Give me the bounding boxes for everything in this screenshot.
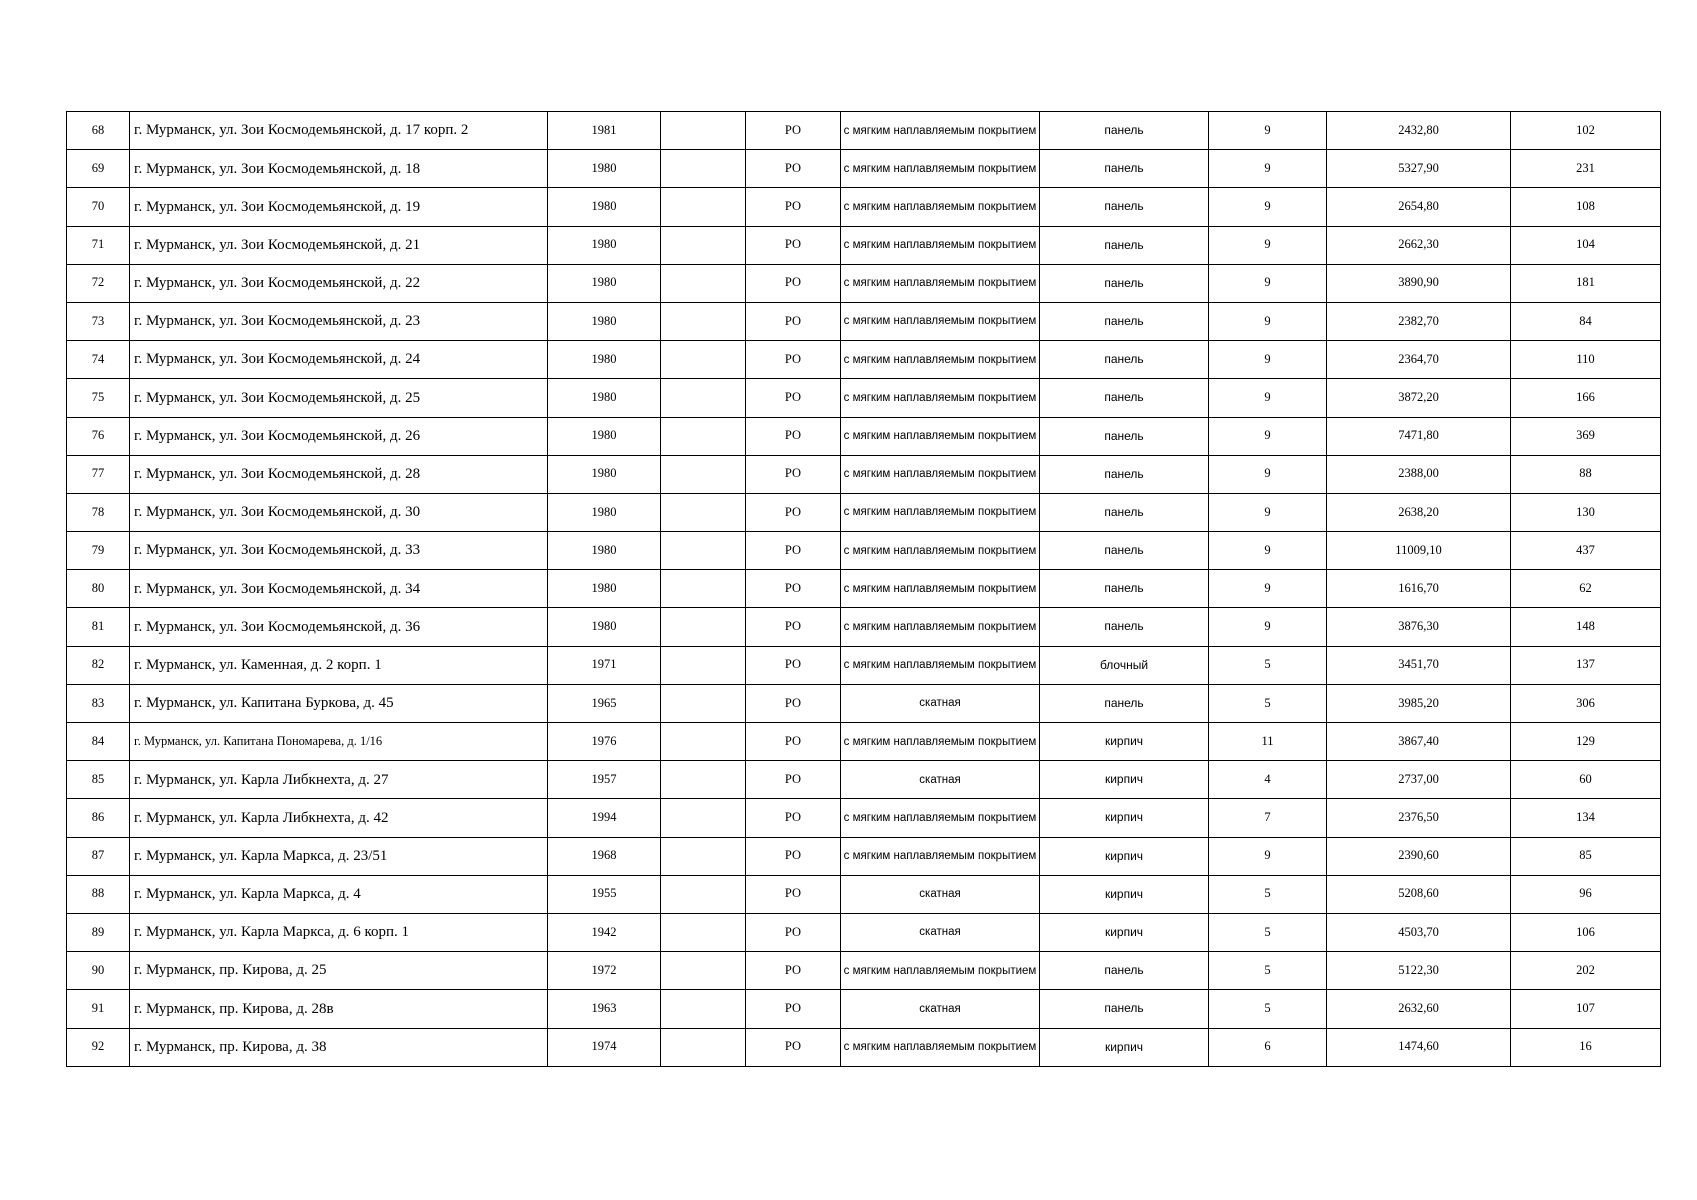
residents-cell: 85 (1511, 837, 1661, 875)
floors-cell: 9 (1209, 570, 1327, 608)
address-cell: г. Мурманск, ул. Зои Космодемьянской, д. 25 (130, 379, 548, 417)
area-cell: 1616,70 (1327, 570, 1511, 608)
table-row (67, 799, 1661, 837)
row-number-cell: 79 (67, 532, 130, 570)
table-row (67, 646, 1661, 684)
wall-material-cell: панель (1040, 226, 1209, 264)
empty-cell (661, 723, 746, 761)
area-cell: 11009,10 (1327, 532, 1511, 570)
empty-cell (661, 264, 746, 302)
area-cell: 2388,00 (1327, 455, 1511, 493)
build-year-cell: 1980 (548, 493, 661, 531)
roof-type-cell: скатная (841, 875, 1040, 913)
table-row (67, 379, 1661, 417)
residents-cell: 202 (1511, 952, 1661, 990)
area-cell: 5208,60 (1327, 875, 1511, 913)
row-number-cell: 74 (67, 341, 130, 379)
table-row (67, 264, 1661, 302)
floors-cell: 5 (1209, 875, 1327, 913)
build-year-cell: 1980 (548, 341, 661, 379)
wall-material-cell: блочный (1040, 646, 1209, 684)
owner-cell: РО (746, 379, 841, 417)
row-number-cell: 90 (67, 952, 130, 990)
owner-cell: РО (746, 990, 841, 1028)
floors-cell: 9 (1209, 341, 1327, 379)
owner-cell: РО (746, 532, 841, 570)
row-number-cell: 83 (67, 684, 130, 722)
roof-type-cell: с мягким наплавляемым покрытием (841, 188, 1040, 226)
wall-material-cell: панель (1040, 952, 1209, 990)
owner-cell: РО (746, 150, 841, 188)
empty-cell (661, 302, 746, 340)
table-row (67, 952, 1661, 990)
roof-type-cell: с мягким наплавляемым покрытием (841, 532, 1040, 570)
build-year-cell: 1980 (548, 264, 661, 302)
floors-cell: 9 (1209, 417, 1327, 455)
owner-cell: РО (746, 226, 841, 264)
empty-cell (661, 990, 746, 1028)
floors-cell: 9 (1209, 226, 1327, 264)
wall-material-cell: панель (1040, 570, 1209, 608)
build-year-cell: 1955 (548, 875, 661, 913)
owner-cell: РО (746, 188, 841, 226)
residents-cell: 88 (1511, 455, 1661, 493)
address-cell: г. Мурманск, пр. Кирова, д. 25 (130, 952, 548, 990)
area-cell: 2364,70 (1327, 341, 1511, 379)
residents-cell: 130 (1511, 493, 1661, 531)
address-cell: г. Мурманск, ул. Зои Космодемьянской, д. 19 (130, 188, 548, 226)
roof-type-cell: скатная (841, 990, 1040, 1028)
empty-cell (661, 493, 746, 531)
area-cell: 2737,00 (1327, 761, 1511, 799)
address-cell: г. Мурманск, ул. Зои Космодемьянской, д. 17 корп. 2 (130, 112, 548, 150)
table-row (67, 837, 1661, 875)
floors-cell: 9 (1209, 837, 1327, 875)
floors-cell: 9 (1209, 150, 1327, 188)
wall-material-cell: панель (1040, 150, 1209, 188)
wall-material-cell: панель (1040, 493, 1209, 531)
owner-cell: РО (746, 493, 841, 531)
address-cell: г. Мурманск, ул. Зои Космодемьянской, д. 30 (130, 493, 548, 531)
address-cell: г. Мурманск, ул. Зои Космодемьянской, д. 24 (130, 341, 548, 379)
owner-cell: РО (746, 646, 841, 684)
residents-cell: 306 (1511, 684, 1661, 722)
empty-cell (661, 570, 746, 608)
table-row (67, 608, 1661, 646)
area-cell: 1474,60 (1327, 1028, 1511, 1066)
build-year-cell: 1963 (548, 990, 661, 1028)
area-cell: 3451,70 (1327, 646, 1511, 684)
roof-type-cell: с мягким наплавляемым покрытием (841, 264, 1040, 302)
floors-cell: 5 (1209, 646, 1327, 684)
build-year-cell: 1980 (548, 188, 661, 226)
roof-type-cell: с мягким наплавляемым покрытием (841, 723, 1040, 761)
table-row (67, 455, 1661, 493)
row-number-cell: 81 (67, 608, 130, 646)
area-cell: 3985,20 (1327, 684, 1511, 722)
build-year-cell: 1965 (548, 684, 661, 722)
residents-cell: 104 (1511, 226, 1661, 264)
wall-material-cell: панель (1040, 341, 1209, 379)
table-row (67, 112, 1661, 150)
table-row (67, 570, 1661, 608)
wall-material-cell: панель (1040, 302, 1209, 340)
build-year-cell: 1980 (548, 226, 661, 264)
roof-type-cell: с мягким наплавляемым покрытием (841, 226, 1040, 264)
owner-cell: РО (746, 341, 841, 379)
row-number-cell: 76 (67, 417, 130, 455)
roof-type-cell: с мягким наплавляемым покрытием (841, 112, 1040, 150)
empty-cell (661, 913, 746, 951)
wall-material-cell: кирпич (1040, 837, 1209, 875)
residents-cell: 137 (1511, 646, 1661, 684)
floors-cell: 6 (1209, 1028, 1327, 1066)
wall-material-cell: кирпич (1040, 799, 1209, 837)
owner-cell: РО (746, 570, 841, 608)
wall-material-cell: кирпич (1040, 875, 1209, 913)
roof-type-cell: с мягким наплавляемым покрытием (841, 493, 1040, 531)
row-number-cell: 88 (67, 875, 130, 913)
build-year-cell: 1974 (548, 1028, 661, 1066)
roof-type-cell: с мягким наплавляемым покрытием (841, 799, 1040, 837)
residents-cell: 102 (1511, 112, 1661, 150)
build-year-cell: 1980 (548, 532, 661, 570)
row-number-cell: 92 (67, 1028, 130, 1066)
wall-material-cell: панель (1040, 264, 1209, 302)
floors-cell: 5 (1209, 684, 1327, 722)
wall-material-cell: панель (1040, 684, 1209, 722)
table-row (67, 341, 1661, 379)
empty-cell (661, 379, 746, 417)
empty-cell (661, 952, 746, 990)
area-cell: 3867,40 (1327, 723, 1511, 761)
row-number-cell: 70 (67, 188, 130, 226)
roof-type-cell: с мягким наплавляемым покрытием (841, 646, 1040, 684)
floors-cell: 9 (1209, 112, 1327, 150)
row-number-cell: 71 (67, 226, 130, 264)
residents-cell: 106 (1511, 913, 1661, 951)
residents-cell: 148 (1511, 608, 1661, 646)
build-year-cell: 1980 (548, 570, 661, 608)
owner-cell: РО (746, 952, 841, 990)
roof-type-cell: с мягким наплавляемым покрытием (841, 150, 1040, 188)
area-cell: 2390,60 (1327, 837, 1511, 875)
row-number-cell: 91 (67, 990, 130, 1028)
build-year-cell: 1968 (548, 837, 661, 875)
wall-material-cell: панель (1040, 532, 1209, 570)
owner-cell: РО (746, 684, 841, 722)
row-number-cell: 84 (67, 723, 130, 761)
housing-table (66, 111, 1661, 1067)
wall-material-cell: панель (1040, 379, 1209, 417)
table-row (67, 188, 1661, 226)
area-cell: 3876,30 (1327, 608, 1511, 646)
build-year-cell: 1981 (548, 112, 661, 150)
roof-type-cell: с мягким наплавляемым покрытием (841, 608, 1040, 646)
address-cell: г. Мурманск, пр. Кирова, д. 38 (130, 1028, 548, 1066)
address-cell: г. Мурманск, ул. Капитана Пономарева, д. 1/16 (130, 723, 548, 761)
wall-material-cell: кирпич (1040, 913, 1209, 951)
roof-type-cell: с мягким наплавляемым покрытием (841, 379, 1040, 417)
floors-cell: 9 (1209, 264, 1327, 302)
owner-cell: РО (746, 264, 841, 302)
table-row (67, 913, 1661, 951)
area-cell: 4503,70 (1327, 913, 1511, 951)
address-cell: г. Мурманск, ул. Карла Маркса, д. 4 (130, 875, 548, 913)
residents-cell: 107 (1511, 990, 1661, 1028)
area-cell: 2432,80 (1327, 112, 1511, 150)
row-number-cell: 85 (67, 761, 130, 799)
row-number-cell: 75 (67, 379, 130, 417)
wall-material-cell: кирпич (1040, 761, 1209, 799)
empty-cell (661, 646, 746, 684)
build-year-cell: 1957 (548, 761, 661, 799)
table-row (67, 723, 1661, 761)
address-cell: г. Мурманск, ул. Зои Космодемьянской, д. 18 (130, 150, 548, 188)
area-cell: 2662,30 (1327, 226, 1511, 264)
empty-cell (661, 608, 746, 646)
floors-cell: 5 (1209, 952, 1327, 990)
floors-cell: 9 (1209, 188, 1327, 226)
address-cell: г. Мурманск, ул. Зои Космодемьянской, д. 23 (130, 302, 548, 340)
residents-cell: 110 (1511, 341, 1661, 379)
area-cell: 2382,70 (1327, 302, 1511, 340)
housing-table-body (67, 112, 1661, 1067)
area-cell: 5122,30 (1327, 952, 1511, 990)
residents-cell: 437 (1511, 532, 1661, 570)
residents-cell: 96 (1511, 875, 1661, 913)
empty-cell (661, 761, 746, 799)
row-number-cell: 89 (67, 913, 130, 951)
floors-cell: 7 (1209, 799, 1327, 837)
address-cell: г. Мурманск, ул. Зои Космодемьянской, д. 21 (130, 226, 548, 264)
floors-cell: 4 (1209, 761, 1327, 799)
roof-type-cell: с мягким наплавляемым покрытием (841, 455, 1040, 493)
area-cell: 2632,60 (1327, 990, 1511, 1028)
residents-cell: 60 (1511, 761, 1661, 799)
owner-cell: РО (746, 837, 841, 875)
residents-cell: 108 (1511, 188, 1661, 226)
floors-cell: 11 (1209, 723, 1327, 761)
table-row (67, 875, 1661, 913)
address-cell: г. Мурманск, ул. Зои Космодемьянской, д. 34 (130, 570, 548, 608)
address-cell: г. Мурманск, ул. Каменная, д. 2 корп. 1 (130, 646, 548, 684)
empty-cell (661, 799, 746, 837)
roof-type-cell: скатная (841, 761, 1040, 799)
empty-cell (661, 226, 746, 264)
row-number-cell: 86 (67, 799, 130, 837)
address-cell: г. Мурманск, ул. Капитана Буркова, д. 45 (130, 684, 548, 722)
empty-cell (661, 341, 746, 379)
table-row (67, 417, 1661, 455)
owner-cell: РО (746, 913, 841, 951)
owner-cell: РО (746, 761, 841, 799)
owner-cell: РО (746, 875, 841, 913)
table-row (67, 493, 1661, 531)
row-number-cell: 87 (67, 837, 130, 875)
wall-material-cell: панель (1040, 990, 1209, 1028)
wall-material-cell: кирпич (1040, 723, 1209, 761)
empty-cell (661, 875, 746, 913)
floors-cell: 9 (1209, 532, 1327, 570)
empty-cell (661, 188, 746, 226)
wall-material-cell: панель (1040, 188, 1209, 226)
residents-cell: 231 (1511, 150, 1661, 188)
roof-type-cell: скатная (841, 684, 1040, 722)
wall-material-cell: панель (1040, 112, 1209, 150)
table-row (67, 684, 1661, 722)
residents-cell: 166 (1511, 379, 1661, 417)
empty-cell (661, 455, 746, 493)
row-number-cell: 77 (67, 455, 130, 493)
build-year-cell: 1942 (548, 913, 661, 951)
owner-cell: РО (746, 112, 841, 150)
roof-type-cell: скатная (841, 913, 1040, 951)
residents-cell: 369 (1511, 417, 1661, 455)
address-cell: г. Мурманск, ул. Зои Космодемьянской, д. 33 (130, 532, 548, 570)
row-number-cell: 73 (67, 302, 130, 340)
row-number-cell: 80 (67, 570, 130, 608)
address-cell: г. Мурманск, пр. Кирова, д. 28в (130, 990, 548, 1028)
address-cell: г. Мурманск, ул. Карла Маркса, д. 23/51 (130, 837, 548, 875)
area-cell: 3890,90 (1327, 264, 1511, 302)
table-row (67, 302, 1661, 340)
wall-material-cell: панель (1040, 608, 1209, 646)
roof-type-cell: с мягким наплавляемым покрытием (841, 417, 1040, 455)
empty-cell (661, 684, 746, 722)
row-number-cell: 69 (67, 150, 130, 188)
address-cell: г. Мурманск, ул. Карла Либкнехта, д. 27 (130, 761, 548, 799)
roof-type-cell: с мягким наплавляемым покрытием (841, 302, 1040, 340)
owner-cell: РО (746, 608, 841, 646)
address-cell: г. Мурманск, ул. Зои Космодемьянской, д. 36 (130, 608, 548, 646)
residents-cell: 129 (1511, 723, 1661, 761)
address-cell: г. Мурманск, ул. Зои Космодемьянской, д. 26 (130, 417, 548, 455)
build-year-cell: 1980 (548, 417, 661, 455)
build-year-cell: 1971 (548, 646, 661, 684)
row-number-cell: 82 (67, 646, 130, 684)
residents-cell: 134 (1511, 799, 1661, 837)
table-row (67, 1028, 1661, 1066)
floors-cell: 9 (1209, 493, 1327, 531)
floors-cell: 9 (1209, 608, 1327, 646)
empty-cell (661, 532, 746, 570)
area-cell: 2638,20 (1327, 493, 1511, 531)
roof-type-cell: с мягким наплавляемым покрытием (841, 837, 1040, 875)
residents-cell: 62 (1511, 570, 1661, 608)
row-number-cell: 72 (67, 264, 130, 302)
empty-cell (661, 1028, 746, 1066)
address-cell: г. Мурманск, ул. Карла Либкнехта, д. 42 (130, 799, 548, 837)
build-year-cell: 1976 (548, 723, 661, 761)
address-cell: г. Мурманск, ул. Карла Маркса, д. 6 корп. 1 (130, 913, 548, 951)
table-row (67, 990, 1661, 1028)
area-cell: 7471,80 (1327, 417, 1511, 455)
wall-material-cell: панель (1040, 417, 1209, 455)
owner-cell: РО (746, 1028, 841, 1066)
build-year-cell: 1980 (548, 455, 661, 493)
owner-cell: РО (746, 302, 841, 340)
build-year-cell: 1980 (548, 302, 661, 340)
empty-cell (661, 112, 746, 150)
roof-type-cell: с мягким наплавляемым покрытием (841, 341, 1040, 379)
build-year-cell: 1972 (548, 952, 661, 990)
row-number-cell: 68 (67, 112, 130, 150)
table-row (67, 532, 1661, 570)
roof-type-cell: с мягким наплавляемым покрытием (841, 570, 1040, 608)
empty-cell (661, 417, 746, 455)
floors-cell: 9 (1209, 302, 1327, 340)
floors-cell: 5 (1209, 990, 1327, 1028)
roof-type-cell: с мягким наплавляемым покрытием (841, 1028, 1040, 1066)
table-row (67, 226, 1661, 264)
floors-cell: 9 (1209, 455, 1327, 493)
build-year-cell: 1980 (548, 608, 661, 646)
area-cell: 3872,20 (1327, 379, 1511, 417)
area-cell: 2654,80 (1327, 188, 1511, 226)
table-row (67, 761, 1661, 799)
owner-cell: РО (746, 417, 841, 455)
row-number-cell: 78 (67, 493, 130, 531)
wall-material-cell: кирпич (1040, 1028, 1209, 1066)
residents-cell: 181 (1511, 264, 1661, 302)
area-cell: 5327,90 (1327, 150, 1511, 188)
floors-cell: 9 (1209, 379, 1327, 417)
build-year-cell: 1980 (548, 379, 661, 417)
address-cell: г. Мурманск, ул. Зои Космодемьянской, д. 28 (130, 455, 548, 493)
residents-cell: 16 (1511, 1028, 1661, 1066)
residents-cell: 84 (1511, 302, 1661, 340)
build-year-cell: 1980 (548, 150, 661, 188)
floors-cell: 5 (1209, 913, 1327, 951)
owner-cell: РО (746, 723, 841, 761)
empty-cell (661, 837, 746, 875)
empty-cell (661, 150, 746, 188)
address-cell: г. Мурманск, ул. Зои Космодемьянской, д. 22 (130, 264, 548, 302)
wall-material-cell: панель (1040, 455, 1209, 493)
table-row (67, 150, 1661, 188)
owner-cell: РО (746, 799, 841, 837)
area-cell: 2376,50 (1327, 799, 1511, 837)
roof-type-cell: с мягким наплавляемым покрытием (841, 952, 1040, 990)
owner-cell: РО (746, 455, 841, 493)
build-year-cell: 1994 (548, 799, 661, 837)
